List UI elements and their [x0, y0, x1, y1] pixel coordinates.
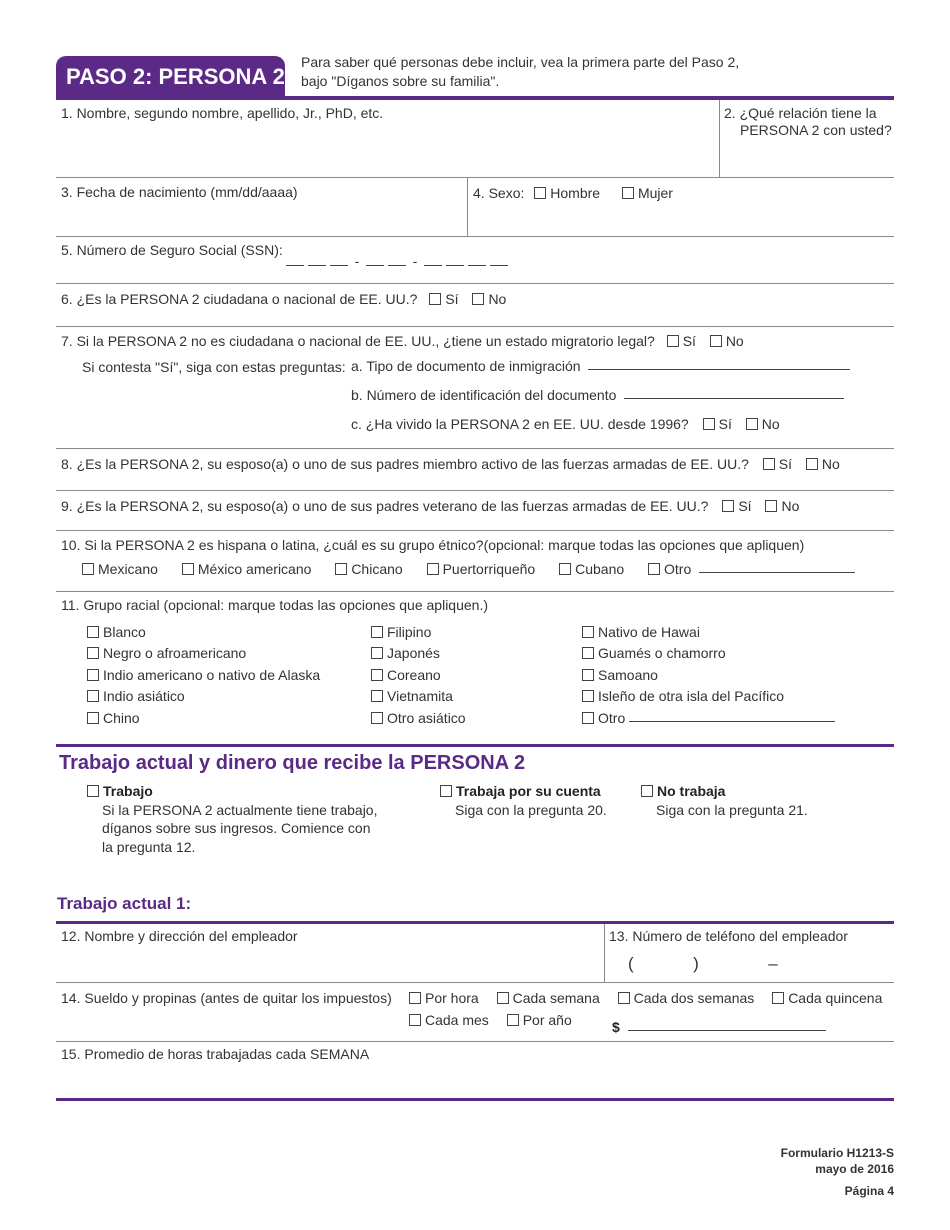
q7a-label: a. Tipo de documento de inmigración	[351, 358, 581, 374]
checkbox-icon[interactable]	[371, 626, 383, 638]
checkbox-icon[interactable]	[582, 690, 594, 702]
q14-cada-quincena[interactable]: Cada quincena	[772, 990, 882, 1006]
q14-options-row2	[409, 1010, 572, 1031]
checkbox-icon[interactable]	[507, 1014, 519, 1026]
q8-row	[61, 454, 840, 475]
q14-cada-mes[interactable]: Cada mes	[409, 1012, 489, 1028]
checkbox-icon[interactable]	[472, 293, 484, 305]
q11-option[interactable]: Filipino	[371, 622, 466, 643]
checkbox-icon[interactable]	[371, 712, 383, 724]
q7-row	[61, 331, 744, 352]
checkbox-icon[interactable]	[87, 626, 99, 638]
q3-q4-divider	[467, 177, 468, 236]
q14-label: 14. Sueldo y propinas (antes de quitar los impuestos)	[61, 990, 392, 1006]
q7-followup: Si contesta "Sí", siga con estas preguntas:	[82, 359, 346, 375]
q14-amount	[612, 1017, 826, 1038]
q10-option-puertorriqueno[interactable]: Puertorriqueño	[427, 559, 536, 580]
q7a-input[interactable]	[588, 369, 850, 370]
q7b-row	[351, 385, 844, 406]
checkbox-icon[interactable]	[765, 500, 777, 512]
q9-label: 9. ¿Es la PERSONA 2, su esposo(a) o uno de sus padres veterano de las fuerzas armadas de EE. UU.?	[61, 498, 709, 514]
checkbox-icon[interactable]	[87, 669, 99, 681]
checkbox-icon[interactable]	[722, 500, 734, 512]
q11-option[interactable]: Otro	[582, 708, 835, 729]
q7c-no-option[interactable]: No	[746, 416, 780, 432]
q11-option[interactable]: Guamés o chamorro	[582, 643, 835, 664]
q6-label: 6. ¿Es la PERSONA 2 ciudadana o nacional de EE. UU.?	[61, 291, 418, 307]
q11-col1	[87, 622, 320, 729]
q4-label: 4. Sexo:	[473, 185, 525, 201]
job1-rule	[56, 921, 894, 924]
q11-option[interactable]: Chino	[87, 708, 320, 729]
checkbox-icon[interactable]	[772, 992, 784, 1004]
checkbox-icon[interactable]	[409, 992, 421, 1004]
q11-option[interactable]: Japonés	[371, 643, 466, 664]
q4-hombre-option[interactable]: Hombre	[534, 185, 600, 201]
form-date: mayo de 2016	[815, 1162, 894, 1176]
q7c-label: c. ¿Ha vivido la PERSONA 2 en EE. UU. desde 1996?	[351, 416, 689, 432]
q13-label: 13. Número de teléfono del empleador	[609, 928, 848, 944]
q10-option-otro[interactable]: Otro	[648, 559, 691, 580]
q11-option[interactable]: Indio americano o nativo de Alaska	[87, 665, 320, 686]
q10-option-cubano[interactable]: Cubano	[559, 559, 624, 580]
q6-row	[61, 289, 506, 310]
job1-bottom-rule	[56, 1098, 894, 1101]
q14-cada-dos-semanas[interactable]: Cada dos semanas	[618, 990, 755, 1006]
q6-no-option[interactable]: No	[472, 291, 506, 307]
work-option-trabajo[interactable]: Trabajo Si la PERSONA 2 actualmente tiene trabajo, díganos sobre sus ingresos. Comience con la pregunta 12.	[87, 782, 377, 856]
q9-no-option[interactable]: No	[765, 498, 799, 514]
q8-no-option[interactable]: No	[806, 456, 840, 472]
checkbox-icon[interactable]	[806, 458, 818, 470]
checkbox-icon[interactable]	[82, 563, 94, 575]
work-option-no-trabaja[interactable]: No trabaja Siga con la pregunta 21.	[641, 782, 808, 819]
checkbox-icon[interactable]	[559, 563, 571, 575]
q12-q13-divider	[604, 924, 605, 982]
q14-por-ano[interactable]: Por año	[507, 1012, 572, 1028]
checkbox-icon[interactable]	[667, 335, 679, 347]
q11-option[interactable]: Nativo de Hawai	[582, 622, 835, 643]
q11-option[interactable]: Negro o afroamericano	[87, 643, 320, 664]
q10-options	[82, 559, 855, 580]
q1-label: 1. Nombre, segundo nombre, apellido, Jr., PhD, etc.	[61, 105, 384, 121]
q7-label: 7. Si la PERSONA 2 no es ciudadana o nacional de EE. UU., ¿tiene un estado migratorio legal?	[61, 333, 655, 349]
work-section-title: Trabajo actual y dinero que recibe la PERSONA 2	[59, 752, 526, 774]
q7a-row	[351, 356, 850, 377]
q11-option[interactable]: Samoano	[582, 665, 835, 686]
checkbox-icon[interactable]	[409, 1014, 421, 1026]
step-title: PASO 2: PERSONA 2	[66, 64, 285, 89]
checkbox-icon[interactable]	[371, 690, 383, 702]
phone-input[interactable]: ( ) –	[628, 954, 778, 973]
q7-yes-option[interactable]: Sí	[667, 333, 696, 349]
work-section-rule	[56, 744, 894, 747]
q10-option-chicano[interactable]: Chicano	[335, 559, 402, 580]
q11-col3	[582, 622, 835, 729]
checkbox-icon[interactable]	[371, 669, 383, 681]
checkbox-icon[interactable]	[746, 418, 758, 430]
checkbox-icon[interactable]	[582, 626, 594, 638]
q6-yes-option[interactable]: Sí	[429, 291, 458, 307]
q11-option[interactable]: Otro asiático	[371, 708, 466, 729]
q7b-label: b. Número de identificación del documento	[351, 387, 617, 403]
q8-label: 8. ¿Es la PERSONA 2, su esposo(a) o uno de sus padres miembro activo de las fuerzas armadas de EE. UU.?	[61, 456, 749, 472]
q11-option[interactable]: Indio asiático	[87, 686, 320, 707]
ssn-input[interactable]: - -	[286, 254, 512, 268]
q11-option[interactable]: Isleño de otra isla del Pacífico	[582, 686, 835, 707]
header-rule	[56, 96, 894, 100]
checkbox-icon[interactable]	[497, 992, 509, 1004]
checkbox-icon[interactable]	[87, 647, 99, 659]
form-number: Formulario H1213-S	[780, 1146, 894, 1160]
q7b-input[interactable]	[624, 398, 844, 399]
q4-mujer-option[interactable]: Mujer	[622, 185, 673, 201]
q3-label: 3. Fecha de nacimiento (mm/dd/aaaa)	[61, 184, 298, 200]
checkbox-icon[interactable]	[703, 418, 715, 430]
q11-label: 11. Grupo racial (opcional: marque todas las opciones que apliquen.)	[61, 597, 488, 613]
checkbox-icon[interactable]	[582, 647, 594, 659]
q12-label: 12. Nombre y dirección del empleador	[61, 928, 298, 944]
q11-otro-input[interactable]	[629, 721, 835, 722]
q9-row	[61, 496, 799, 517]
checkbox-icon[interactable]	[87, 690, 99, 702]
q2-label-2: PERSONA 2 con usted?	[740, 122, 892, 138]
checkbox-icon[interactable]	[87, 785, 99, 797]
checkbox-icon[interactable]	[710, 335, 722, 347]
q5-label: 5. Número de Seguro Social (SSN):	[61, 242, 283, 258]
intro-line-2: bajo "Díganos sobre su familia".	[301, 73, 500, 89]
q7c-row	[351, 414, 780, 435]
checkbox-icon[interactable]	[335, 563, 347, 575]
q8-yes-option[interactable]: Sí	[763, 456, 792, 472]
q7-no-option[interactable]: No	[710, 333, 744, 349]
q9-yes-option[interactable]: Sí	[722, 498, 751, 514]
q11-option[interactable]: Coreano	[371, 665, 466, 686]
q11-option[interactable]: Vietnamita	[371, 686, 466, 707]
q10-label: 10. Si la PERSONA 2 es hispana o latina, ¿cuál es su grupo étnico?(opcional: marque todas las opciones que apliquen)	[61, 537, 805, 553]
q14-cada-semana[interactable]: Cada semana	[497, 990, 600, 1006]
checkbox-icon[interactable]	[763, 458, 775, 470]
checkbox-icon[interactable]	[622, 187, 634, 199]
q11-option[interactable]: Blanco	[87, 622, 320, 643]
q15-label: 15. Promedio de horas trabajadas cada SEMANA	[61, 1046, 370, 1062]
q10-otro-input[interactable]	[699, 572, 855, 573]
q4-row	[473, 183, 673, 204]
dollar-sign: $	[612, 1019, 620, 1035]
checkbox-icon[interactable]	[427, 563, 439, 575]
checkbox-icon[interactable]	[641, 785, 653, 797]
q10-option-mexico-americano[interactable]: México americano	[182, 559, 312, 580]
q14-por-hora[interactable]: Por hora	[409, 990, 479, 1006]
checkbox-icon[interactable]	[371, 647, 383, 659]
q14-options-row1	[409, 988, 882, 1009]
checkbox-icon[interactable]	[648, 563, 660, 575]
checkbox-icon[interactable]	[182, 563, 194, 575]
step-title-tab	[56, 56, 285, 98]
page-number: Página 4	[844, 1184, 894, 1198]
checkbox-icon[interactable]	[582, 669, 594, 681]
job1-title: Trabajo actual 1:	[57, 894, 192, 913]
footer	[781, 1145, 894, 1199]
q1-q2-divider	[719, 100, 720, 177]
q14-amount-input[interactable]	[628, 1030, 826, 1031]
q11-col2	[371, 622, 466, 729]
checkbox-icon[interactable]	[87, 712, 99, 724]
checkbox-icon[interactable]	[440, 785, 452, 797]
q2-label-1: 2. ¿Qué relación tiene la	[724, 105, 877, 121]
q10-option-mexicano[interactable]: Mexicano	[82, 559, 158, 580]
q7c-yes-option[interactable]: Sí	[703, 416, 732, 432]
checkbox-icon[interactable]	[582, 712, 594, 724]
checkbox-icon[interactable]	[429, 293, 441, 305]
checkbox-icon[interactable]	[618, 992, 630, 1004]
work-option-por-su-cuenta[interactable]: Trabaja por su cuenta Siga con la pregunta 20.	[440, 782, 607, 819]
checkbox-icon[interactable]	[534, 187, 546, 199]
intro-line-1: Para saber qué personas debe incluir, vea la primera parte del Paso 2,	[301, 54, 740, 70]
